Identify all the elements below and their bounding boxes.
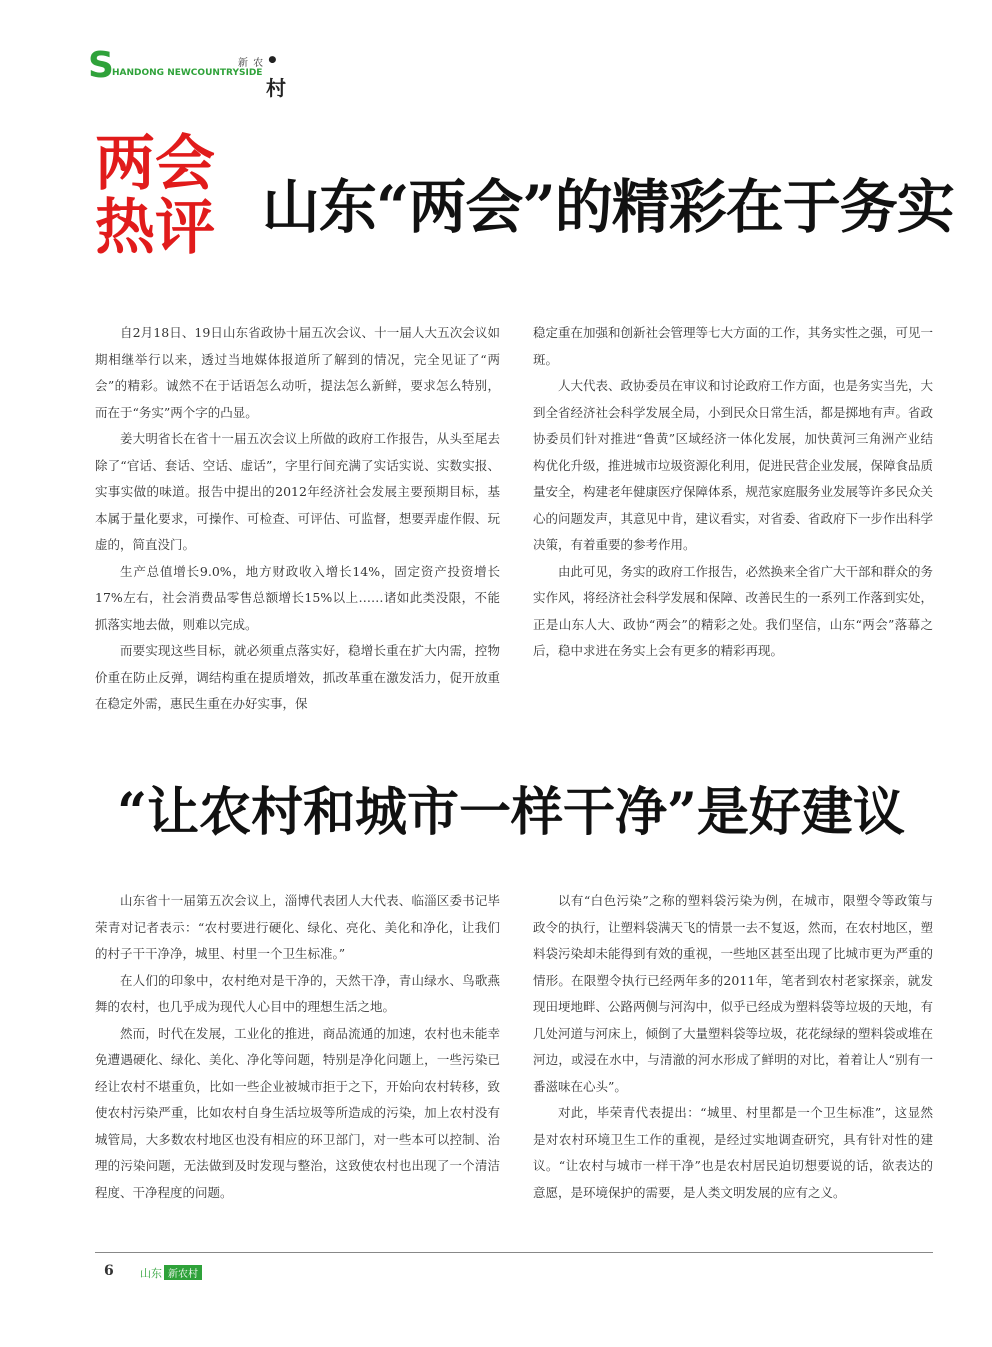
section-label bbox=[95, 129, 225, 263]
article1-paragraph: 人大代表、政协委员在审议和讨论政府工作方面，也是务实当先，大到全省经济社会科学发展全局，小到民众日常生活，都是掷地有声。省政协委员们针对推进“鲁黄”区域经济一体化发展，加快黄河三角洲产业结构优化升级，推进城市垃圾资源化利用，促进民营企业发展，保障食品质量安全，构建老年健康医疗保障体系，规范家庭服务业发展等许多民众关心的问题发声，其意见中肯，建议看实，对省委、省政府下一步作出科学决策，有着重要的参考作用。 bbox=[533, 378, 934, 552]
article1-paragraph: 生产总值增长9.0%，地方财政收入增长14%，固定资产投资增长17%左右，社会消费品零售总额增长15%以上……诸如此类没限，不能抓落实地去做，则难以完成。 bbox=[95, 563, 500, 632]
masthead bbox=[88, 45, 288, 100]
article2-paragraph: 然而，时代在发展，工业化的推进，商品流通的加速，农村也未能幸免遭遇硬化、绿化、美化、净化等问题，特别是净化问题上，一些污染已经让农村不堪重负，比如一些企业被城市拒于之下，开始向农村转移，致使农村污染严重，比如农村自身生活垃圾等所造成的污染，加上农村没有城管局，大多数农村地区也没有相应的环卫部门，对一些本可以控制、治理的污染问题，无法做到及时发现与整治，这致使农村也出现了一个清洁程度、干净程度的问题。 bbox=[95, 1025, 500, 1200]
masthead-logo-letter: S bbox=[88, 45, 114, 86]
article2-paragraph: 山东省十一届第五次会议上，淄博代表团人大代表、临淄区委书记毕荣青对记者表示：“农村要进行硬化、绿化、亮化、美化和净化，让我们的村子干干净净，城里、村里一个卫生标准。” bbox=[95, 893, 500, 961]
page-number: 6 bbox=[104, 1263, 114, 1279]
footer-brand-box: 新农村 bbox=[164, 1265, 202, 1280]
article1-paragraph: 由此可见，务实的政府工作报告，必然换来全省广大干部和群众的务实作风，将经济社会科学发展和保障、改善民生的一系列工作落到实处，正是山东人大、政协“两会”的精彩之处。我们坚信，山东“两会”落幕之后，稳中求进在务实上会有更多的精彩再现。 bbox=[533, 563, 934, 658]
article2-paragraph: 在人们的印象中，农村绝对是干净的，天然干净，青山绿水、鸟歌燕舞的农村，也几乎成为现代人心目中的理想生活之地。 bbox=[95, 972, 500, 1014]
masthead-small-text: 新 农 bbox=[238, 58, 265, 69]
footer-brand-text: 山东 bbox=[140, 1267, 162, 1280]
article2-right-column bbox=[533, 888, 933, 1206]
article1-left-column bbox=[95, 320, 500, 718]
section-label-line1: 两会 bbox=[95, 129, 215, 199]
article1-paragraph: 自2月18日、19日山东省政协十届五次会议、十一届人大五次会议如期相继举行以来，透过当地媒体报道所了解到的情况，完全见证了“两会”的精彩。诚然不在于话语怎么动听，提法怎么新鲜，要求怎么特别，而在于“务实”两个字的凸显。 bbox=[95, 325, 501, 420]
section-label-line2: 热评 bbox=[95, 193, 215, 263]
footer-divider bbox=[95, 1252, 933, 1253]
article2-headline: “让农村和城市一样干净”是好建议 bbox=[117, 782, 905, 843]
article2-left-column bbox=[95, 888, 500, 1206]
article2-paragraph: 以有“白色污染”之称的塑料袋污染为例，在城市，限塑令等政策与政令的执行，让塑料袋满天飞的情景一去不复返，然而，在农村地区，塑料袋污染却未能得到有效的重视，一些地区甚至出现了比城市更为严重的情形。在限塑令执行已经两年多的2011年，笔者到农村老家探亲，就发现田埂地畔、公路两侧与河沟中，似乎已经成为塑料袋等垃圾的天地，有几处河道与河床上，倾倒了大量塑料袋等垃圾，花花绿绿的塑料袋或堆在河边，或浸在水中，与清澈的河水形成了鲜明的对比，着着让人“别有一番滋味在心头”。 bbox=[533, 893, 934, 1094]
article1-headline: 山东“两会”的精彩在于务实 bbox=[262, 173, 954, 241]
article1-paragraph: 而要实现这些目标，就必须重点落实好，稳增长重在扩大内需，控物价重在防止反弹，调结构重在提质增效，抓改革重在激发活力，促开放重在稳定外需，惠民生重在办好实事，保 bbox=[95, 643, 500, 711]
article1-paragraph: 姜大明省长在省十一届五次会议上所做的政府工作报告，从头至尾去除了“官话、套话、空话、虚话”，字里行间充满了实话实说、实数实报、实事实做的味道。报告中提出的2012年经济社会发展主要预期目标，基本属于量化要求，可操作、可检查、可评估、可监督，想要弄虚作假、玩虚的，简直没门。 bbox=[95, 431, 500, 552]
article2-paragraph: 对此，毕荣青代表提出：“城里、村里都是一个卫生标准”，这显然是对农村环境卫生工作的重视，是经过实地调查研究，具有针对性的建议。“让农村与城市一样干净”也是农村居民迫切想要说的话，欲表达的意愿，是环境保护的需要，是人类文明发展的应有之义。 bbox=[533, 1105, 933, 1200]
article1-paragraph: 稳定重在加强和创新社会管理等七大方面的工作，其务实性之强，可见一斑。 bbox=[533, 325, 934, 367]
masthead-logo-text: HANDONG NEWCOUNTRYSIDE bbox=[112, 68, 263, 78]
article1-right-column bbox=[533, 320, 933, 665]
masthead-title: •村 bbox=[266, 48, 286, 100]
footer-brand bbox=[140, 1265, 202, 1281]
